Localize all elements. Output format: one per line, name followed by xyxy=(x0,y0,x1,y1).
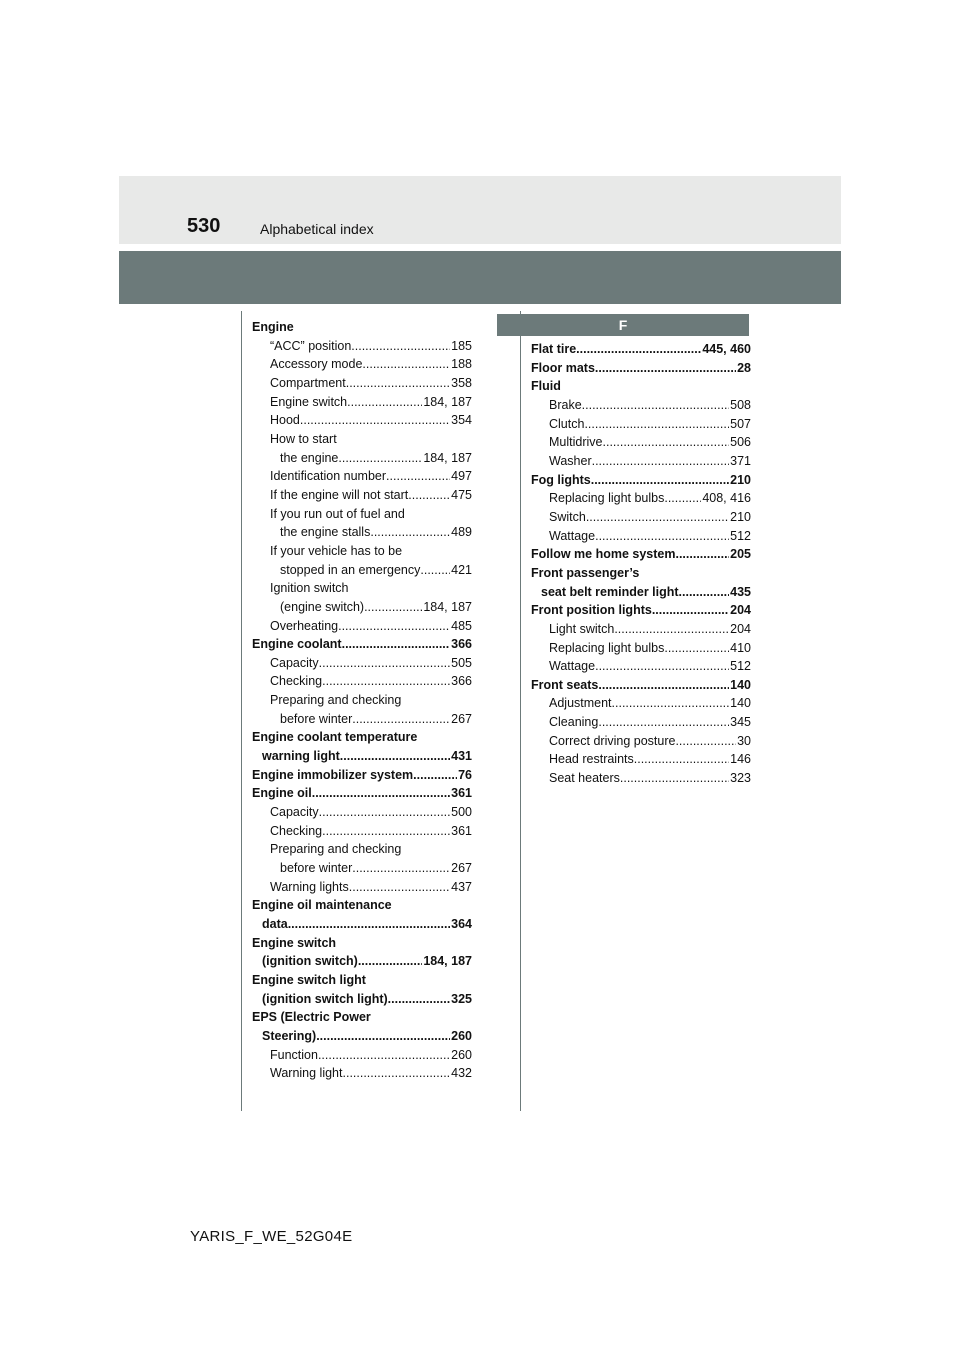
leader-dots xyxy=(586,508,729,527)
index-entry xyxy=(252,654,472,673)
index-entry xyxy=(531,340,751,359)
index-entry-label: Engine switch light xyxy=(252,972,366,987)
index-entry xyxy=(531,564,751,583)
index-entry-page: 140 xyxy=(730,677,751,692)
index-entry xyxy=(531,620,751,639)
index-entry-page: 505 xyxy=(451,655,472,670)
index-entry-label: Multidrive xyxy=(549,435,603,450)
index-entry-page: 210 xyxy=(730,509,751,524)
index-entry-page: 410 xyxy=(730,640,751,655)
leader-dots xyxy=(664,489,701,508)
index-entry xyxy=(252,728,472,747)
index-entry-label: Light switch xyxy=(549,621,615,636)
index-entry xyxy=(252,561,472,580)
index-entry-label: Engine immobilizer system xyxy=(252,767,414,782)
index-entry-label: data xyxy=(262,917,288,931)
index-entry xyxy=(531,527,751,546)
index-entry xyxy=(252,635,472,654)
leader-dots xyxy=(316,1027,450,1046)
index-entry-label: Hood xyxy=(270,413,300,428)
leader-dots xyxy=(358,952,423,971)
index-entry-label: Steering) xyxy=(262,1028,317,1043)
index-entry-label: the engine xyxy=(280,450,339,465)
index-entry-label: Capacity xyxy=(270,655,319,670)
section-letter-heading: F xyxy=(497,314,749,336)
index-entry xyxy=(252,355,472,374)
index-entry-label: “ACC” position xyxy=(270,338,352,353)
index-entry xyxy=(531,676,751,695)
leader-dots xyxy=(582,396,729,415)
index-entry-page: 445, 460 xyxy=(702,342,751,356)
leader-dots xyxy=(300,411,450,430)
index-entry-page: 408, 416 xyxy=(702,491,751,506)
leader-dots xyxy=(595,527,729,546)
index-entry xyxy=(531,508,751,527)
index-entry xyxy=(252,859,472,878)
leader-dots xyxy=(413,766,457,785)
index-entry xyxy=(531,713,751,732)
page-title: Alphabetical index xyxy=(260,221,374,237)
index-entry-label: Checking xyxy=(270,823,323,838)
index-entry-page: 76 xyxy=(458,767,472,782)
index-entry-page: 267 xyxy=(451,861,472,876)
index-entry xyxy=(252,486,472,505)
index-entry-label: Washer xyxy=(549,453,592,468)
leader-dots xyxy=(386,467,450,486)
index-entry xyxy=(252,691,472,710)
index-entry-page: 204 xyxy=(730,621,751,636)
index-entry-label: Engine oil xyxy=(252,786,312,801)
index-entry-label: Engine coolant xyxy=(252,637,342,652)
index-entry-page: 497 xyxy=(451,469,472,484)
index-entry-label: before winter xyxy=(280,711,353,726)
leader-dots xyxy=(591,471,729,490)
index-entry-page: 364 xyxy=(451,917,472,931)
index-entry-page: 184, 187 xyxy=(423,394,472,409)
index-entry-label: Engine xyxy=(252,320,294,334)
index-entry-label: Clutch xyxy=(549,416,585,431)
index-entry xyxy=(252,1046,472,1065)
index-entry-label: Warning lights xyxy=(270,879,349,894)
leader-dots xyxy=(370,523,450,542)
index-entry-label: If the engine will not start xyxy=(270,487,409,502)
index-entry-page: 185 xyxy=(451,338,472,353)
leader-dots xyxy=(312,784,450,803)
index-entry xyxy=(252,449,472,468)
leader-dots xyxy=(338,617,450,636)
index-entry-label: Floor mats xyxy=(531,360,595,375)
leader-dots xyxy=(364,598,422,617)
index-entry-page: 140 xyxy=(730,696,751,711)
index-entry xyxy=(531,377,751,396)
index-entry xyxy=(531,769,751,788)
index-entry-page: 512 xyxy=(730,528,751,543)
index-entry-page: 437 xyxy=(451,879,472,894)
index-entry xyxy=(252,1027,472,1046)
index-entry-label: Warning light xyxy=(270,1066,343,1081)
index-entry-page: 366 xyxy=(451,674,472,689)
index-entry-label: Brake xyxy=(549,397,582,412)
index-entry-label: Ignition switch xyxy=(270,581,349,596)
index-entry xyxy=(252,878,472,897)
index-entry xyxy=(252,952,472,971)
index-entry-page: 358 xyxy=(451,375,472,390)
index-entry-label: Front passenger’s xyxy=(531,565,640,580)
index-entry-label: Flat tire xyxy=(531,342,577,356)
leader-dots xyxy=(603,433,730,452)
leader-dots xyxy=(351,337,450,356)
index-entry-label: the engine stalls xyxy=(280,525,371,540)
index-entry xyxy=(252,523,472,542)
index-entry-page: 323 xyxy=(730,771,751,786)
index-entry-page: 431 xyxy=(451,749,472,764)
index-entry-page: 371 xyxy=(730,453,751,468)
leader-dots xyxy=(620,769,729,788)
leader-dots xyxy=(388,990,450,1009)
index-entry xyxy=(531,657,751,676)
index-entry-page: 366 xyxy=(451,637,472,652)
leader-dots xyxy=(598,713,729,732)
index-entry-page: 507 xyxy=(730,416,751,431)
index-entry-label: Engine coolant temperature xyxy=(252,730,418,745)
index-entry-page: 354 xyxy=(451,413,472,428)
index-entry xyxy=(252,803,472,822)
leader-dots xyxy=(576,340,701,359)
index-entry xyxy=(252,318,472,337)
leader-dots xyxy=(612,694,730,713)
index-entry-label: Engine switch xyxy=(252,935,337,950)
index-entry xyxy=(252,337,472,356)
index-entry-label: Preparing and checking xyxy=(270,842,402,857)
index-entry xyxy=(252,915,472,934)
index-entry-page: 506 xyxy=(730,435,751,450)
leader-dots xyxy=(598,676,729,695)
index-entry xyxy=(531,545,751,564)
index-entry xyxy=(531,489,751,508)
leader-dots xyxy=(420,561,450,580)
leader-dots xyxy=(634,750,729,769)
index-entry-page: 30 xyxy=(737,733,751,748)
index-entry-label: Identification number xyxy=(270,469,387,484)
index-entry-label: Fog lights xyxy=(531,472,591,487)
index-entry xyxy=(531,359,751,378)
index-entry xyxy=(252,971,472,990)
index-entry-label: Overheating xyxy=(270,618,339,633)
leader-dots xyxy=(595,359,736,378)
leader-dots xyxy=(679,583,730,602)
leader-dots xyxy=(347,393,422,412)
leader-dots xyxy=(652,601,729,620)
index-entry-label: warning light xyxy=(262,749,340,764)
index-entry xyxy=(252,505,472,524)
leader-dots xyxy=(614,620,729,639)
index-entry xyxy=(252,990,472,1009)
index-entry xyxy=(252,840,472,859)
leader-dots xyxy=(408,486,450,505)
document-code: YARIS_F_WE_52G04E xyxy=(190,1228,353,1245)
index-entry xyxy=(531,396,751,415)
index-entry xyxy=(252,579,472,598)
leader-dots xyxy=(322,822,450,841)
leader-dots xyxy=(675,732,736,751)
index-entry-page: 188 xyxy=(451,357,472,372)
index-entry-page: 345 xyxy=(730,715,751,730)
leader-dots xyxy=(319,654,451,673)
index-entry-label: seat belt reminder light xyxy=(541,584,679,599)
index-entry-label: Front position lights xyxy=(531,603,652,618)
section-banner xyxy=(119,251,841,304)
leader-dots xyxy=(318,1046,450,1065)
index-entry xyxy=(252,374,472,393)
leader-dots xyxy=(343,1064,451,1083)
index-entry-label: (engine switch) xyxy=(280,599,365,614)
index-entry-label: How to start xyxy=(270,431,337,446)
index-entry-label: before winter xyxy=(280,861,353,876)
index-entry-page: 184, 187 xyxy=(423,599,472,614)
index-entry xyxy=(252,542,472,561)
leader-dots xyxy=(595,657,729,676)
leader-dots xyxy=(338,449,422,468)
index-entry-label: Accessory mode xyxy=(270,357,363,372)
index-entry xyxy=(252,784,472,803)
index-entry-label: Checking xyxy=(270,674,323,689)
leader-dots xyxy=(675,545,729,564)
index-entry-label: EPS (Electric Power xyxy=(252,1010,371,1025)
index-entry xyxy=(252,467,472,486)
index-entry-page: 146 xyxy=(730,752,751,767)
index-entry-label: Capacity xyxy=(270,805,319,820)
index-entry xyxy=(531,583,751,602)
index-entry xyxy=(252,896,472,915)
leader-dots xyxy=(352,710,450,729)
index-entry xyxy=(252,672,472,691)
index-entry-label: If you run out of fuel and xyxy=(270,506,405,521)
index-entry-label: Engine switch xyxy=(270,394,348,409)
index-entry-label: Adjustment xyxy=(549,696,612,711)
index-entry-label: Cleaning xyxy=(549,715,599,730)
index-entry xyxy=(252,598,472,617)
index-entry-page: 475 xyxy=(451,487,472,502)
index-entry-label: Seat heaters xyxy=(549,771,620,786)
index-entry-label: Preparing and checking xyxy=(270,693,402,708)
index-entry xyxy=(531,415,751,434)
index-entry-page: 325 xyxy=(451,991,472,1006)
leader-dots xyxy=(319,803,451,822)
index-entry-page: 267 xyxy=(451,711,472,726)
index-entry xyxy=(531,732,751,751)
leader-dots xyxy=(342,635,451,654)
index-entry xyxy=(252,747,472,766)
leader-dots xyxy=(592,452,730,471)
index-entry-page: 485 xyxy=(451,618,472,633)
index-entry-label: Engine oil maintenance xyxy=(252,898,392,913)
leader-dots xyxy=(346,374,450,393)
index-entry xyxy=(252,1064,472,1083)
index-entry xyxy=(531,639,751,658)
leader-dots xyxy=(288,915,450,934)
index-entry-label: Correct driving posture xyxy=(549,733,676,748)
index-entry xyxy=(252,710,472,729)
column-divider-right xyxy=(520,311,521,1111)
index-entry xyxy=(252,430,472,449)
index-entry xyxy=(252,934,472,953)
index-entry-label: Switch xyxy=(549,509,586,524)
index-entry-page: 205 xyxy=(730,547,751,562)
index-entry-page: 489 xyxy=(451,525,472,540)
index-entry-label: stopped in an emergency xyxy=(280,562,421,577)
leader-dots xyxy=(352,859,450,878)
index-entry-page: 421 xyxy=(451,562,472,577)
leader-dots xyxy=(362,355,450,374)
index-entry-label: Wattage xyxy=(549,659,596,674)
index-entry-label: Front seats xyxy=(531,677,599,692)
index-entry xyxy=(531,601,751,620)
index-entry-page: 260 xyxy=(451,1047,472,1062)
index-entry-label: If your vehicle has to be xyxy=(270,543,403,558)
index-entry-label: Follow me home system xyxy=(531,547,676,562)
index-entry-label: Compartment xyxy=(270,375,346,390)
index-entry-page: 512 xyxy=(730,659,751,674)
index-entry-page: 210 xyxy=(730,472,751,487)
index-entry-page: 204 xyxy=(730,603,751,618)
index-entry xyxy=(252,411,472,430)
index-entry-page: 184, 187 xyxy=(423,954,472,969)
index-entry-page: 508 xyxy=(730,397,751,412)
index-entry-label: Wattage xyxy=(549,528,596,543)
index-entry-page: 432 xyxy=(451,1066,472,1081)
header-band xyxy=(119,176,841,244)
page-number: 530 xyxy=(187,215,221,237)
index-entry-label: Function xyxy=(270,1047,318,1062)
leader-dots xyxy=(322,672,450,691)
index-entry-label: Head restraints xyxy=(549,752,634,767)
column-divider-left xyxy=(241,311,242,1111)
index-entry-page: 260 xyxy=(451,1028,472,1043)
leader-dots xyxy=(340,747,450,766)
index-entry-page: 435 xyxy=(730,584,751,599)
index-column-left xyxy=(252,318,472,1083)
index-entry xyxy=(531,433,751,452)
index-entry xyxy=(252,766,472,785)
leader-dots xyxy=(664,639,729,658)
index-entry-label: Replacing light bulbs xyxy=(549,640,665,655)
index-entry xyxy=(531,452,751,471)
index-entry-label: (ignition switch) xyxy=(262,954,358,969)
index-entry-label: Replacing light bulbs xyxy=(549,491,665,506)
index-entry xyxy=(252,393,472,412)
index-entry xyxy=(531,471,751,490)
index-entry-page: 28 xyxy=(737,360,751,375)
index-entry-page: 361 xyxy=(451,823,472,838)
index-entry xyxy=(531,750,751,769)
leader-dots xyxy=(584,415,729,434)
index-entry-label: Fluid xyxy=(531,379,561,394)
index-entry xyxy=(252,822,472,841)
index-entry-page: 184, 187 xyxy=(423,450,472,465)
index-entry xyxy=(531,694,751,713)
index-column-right xyxy=(531,340,751,788)
index-entry-page: 500 xyxy=(451,805,472,820)
index-entry-page: 361 xyxy=(451,786,472,801)
index-entry xyxy=(252,1008,472,1027)
index-entry-label: (ignition switch light) xyxy=(262,991,388,1006)
leader-dots xyxy=(349,878,450,897)
index-entry xyxy=(252,617,472,636)
